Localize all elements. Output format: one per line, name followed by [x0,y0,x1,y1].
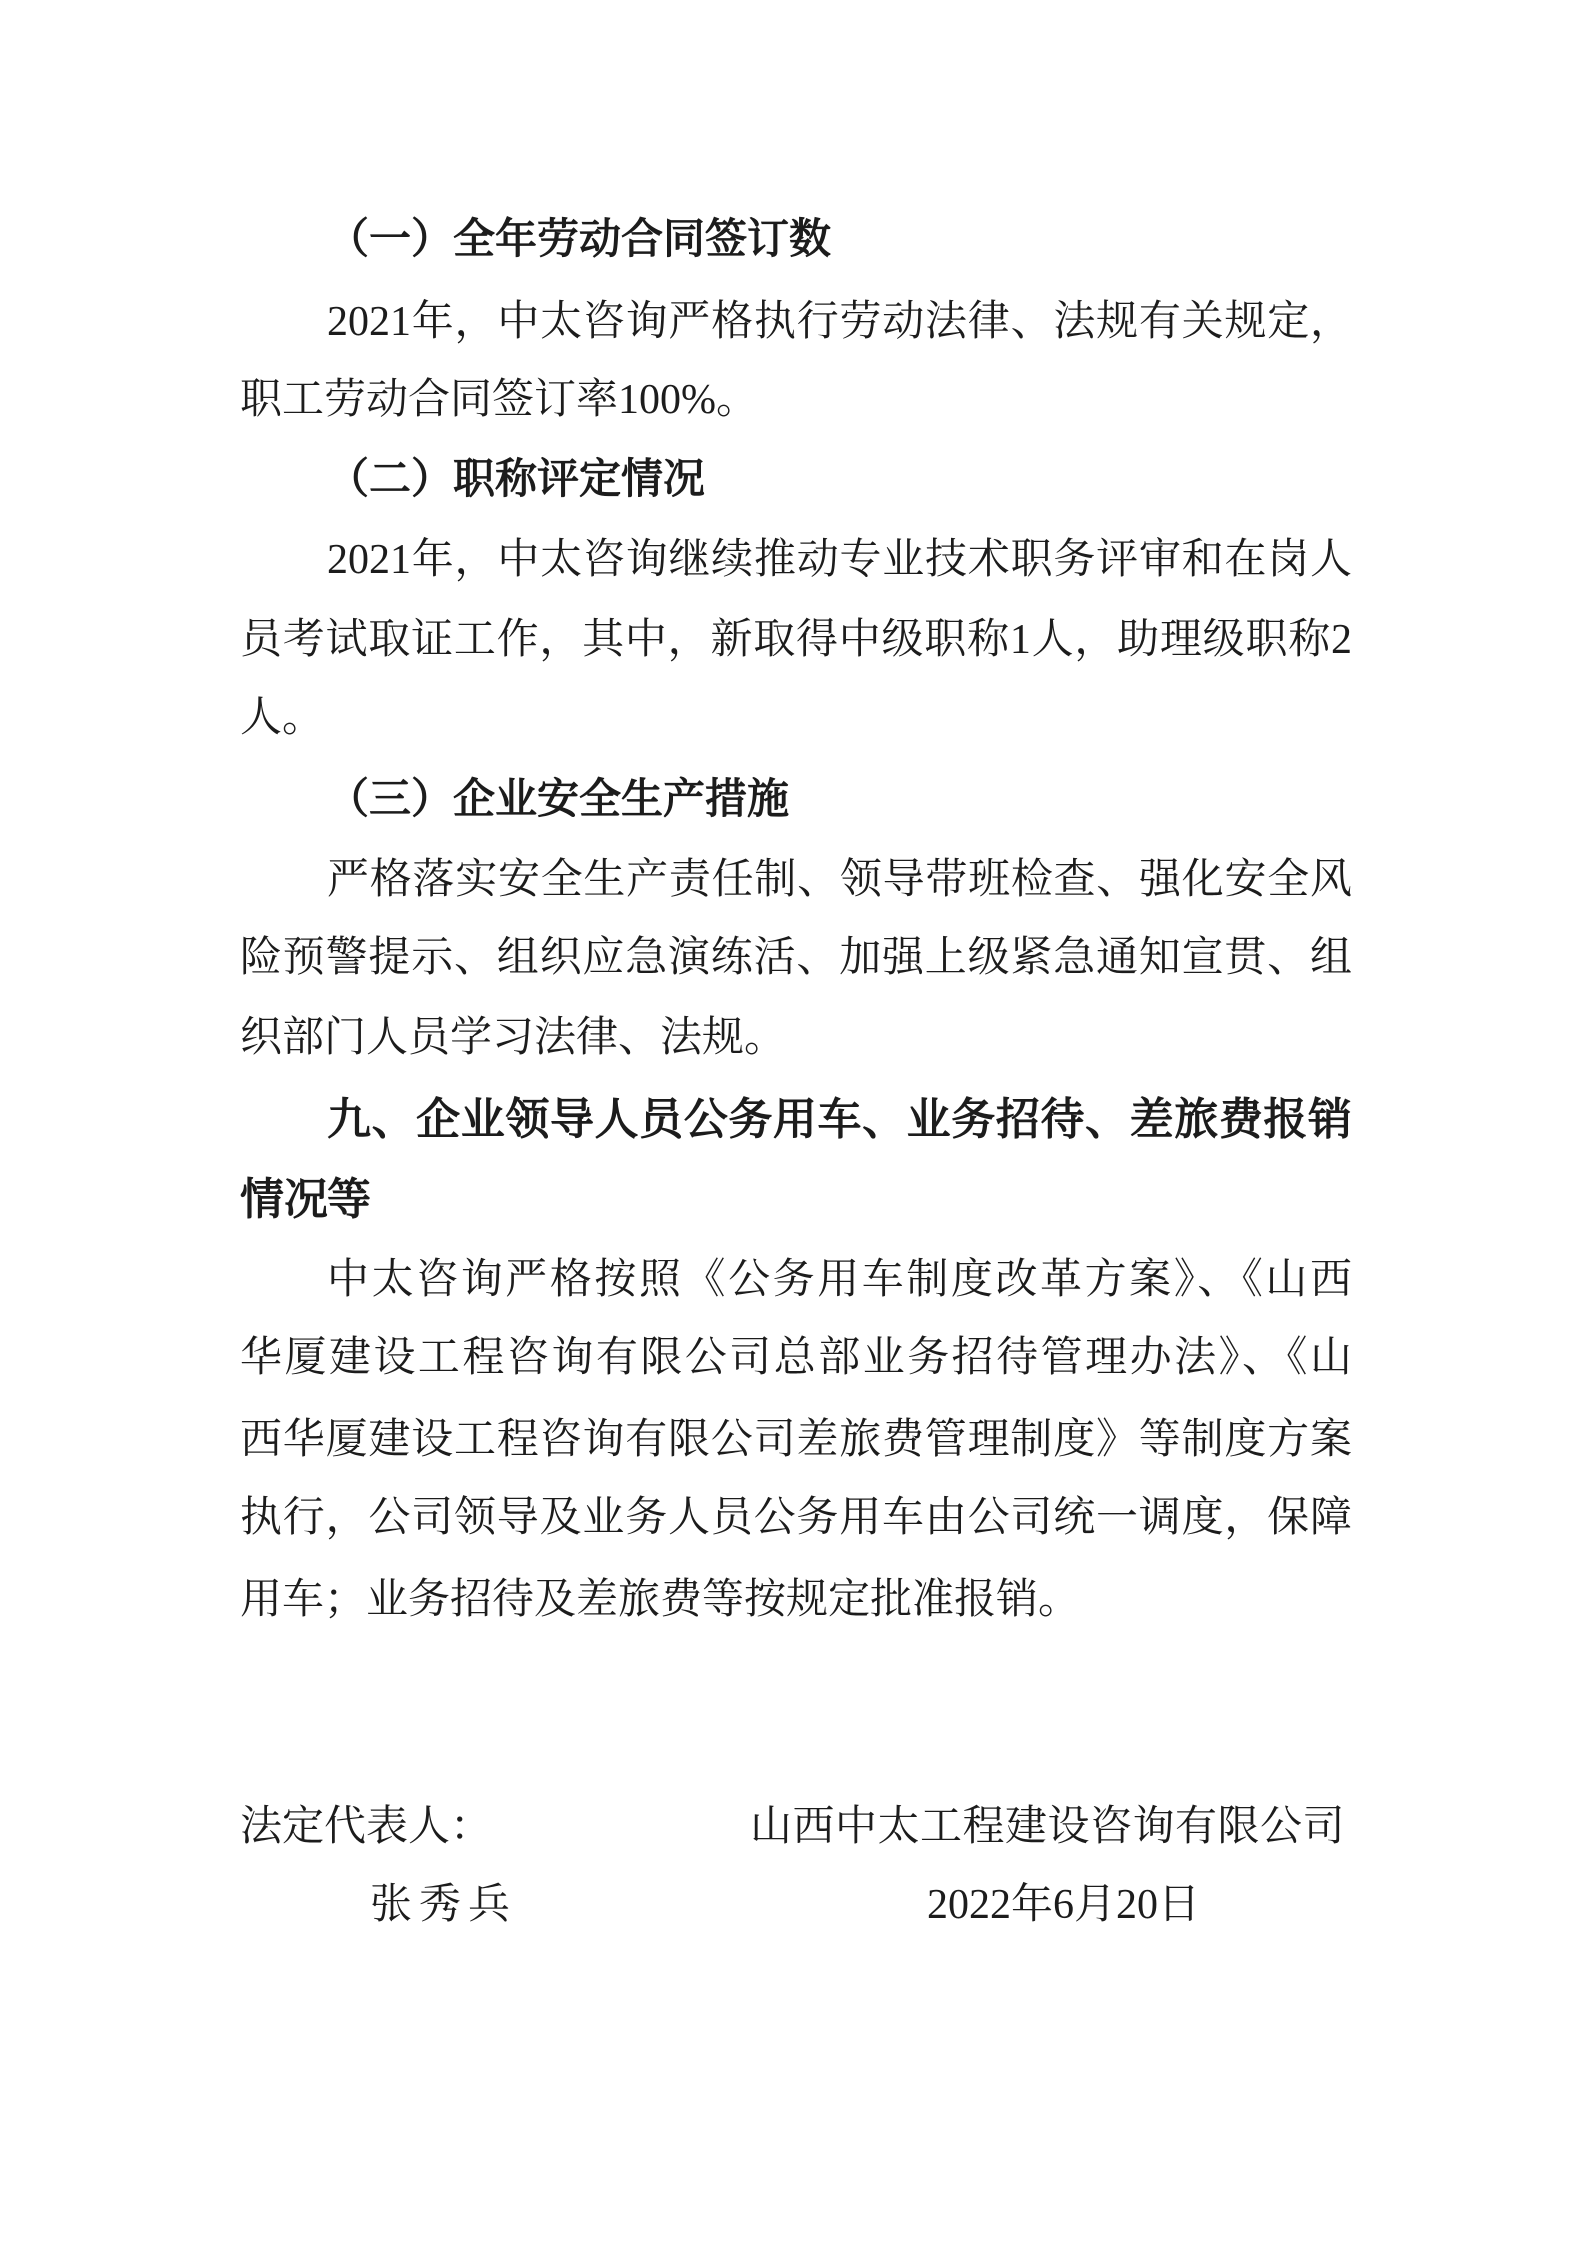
legal-representative-label: 法定代表人： [240,1804,493,1850]
paragraph-line: 人。 [240,695,325,741]
paragraph-line: 严格落实安全生产责任制、领导带班检查、强化安全风 [327,857,1352,903]
paragraph-line: 2021年，中太咨询继续推动专业技术职务评审和在岗人 [327,537,1352,583]
legal-representative-name: 张秀兵 [370,1882,518,1928]
chapter-heading: 九、企业领导人员公务用车、业务招待、差旅费报销等 [327,1095,1352,1224]
paragraph-line: 中太咨询严格按照《公务用车制度改革方案》、《山西 [327,1257,1352,1303]
section-heading: （一）全年劳动合同签订数 [327,217,832,263]
paragraph-line: 华厦建设工程咨询有限公司总部业务招待管理办法》、《山 [240,1335,1352,1381]
section-heading: （二）职称评定情况 [327,457,706,503]
paragraph-line: 险预警提示、组织应急演练活、加强上级紧急通知宣贯、组 [240,935,1352,981]
paragraph-line: 执行，公司领导及业务人员公务用车由公司统一调度，保障 [240,1495,1352,1541]
chapter-heading: 情况 [240,1175,328,1224]
paragraph-line: 西华厦建设工程咨询有限公司差旅费管理制度》等制度方案 [240,1417,1352,1463]
paragraph-line: 职工劳动合同签订率100%。 [240,377,758,423]
paragraph-line: 员考试取证工作，其中，新取得中级职称1人，助理级职称2 [240,617,1352,663]
paragraph-line: 织部门人员学习法律、法规。 [240,1015,787,1061]
company-name: 山西中太工程建设咨询有限公司 [750,1804,1346,1850]
paragraph-line: 2021年，中太咨询严格执行劳动法律、法规有关规定， [327,299,1352,345]
paragraph-line: 用车；业务招待及差旅费等按规定批准报销。 [240,1577,1081,1623]
section-heading: （三）企业安全生产措施 [327,777,790,823]
signature-date: 2022年6月20日 [927,1882,1201,1928]
